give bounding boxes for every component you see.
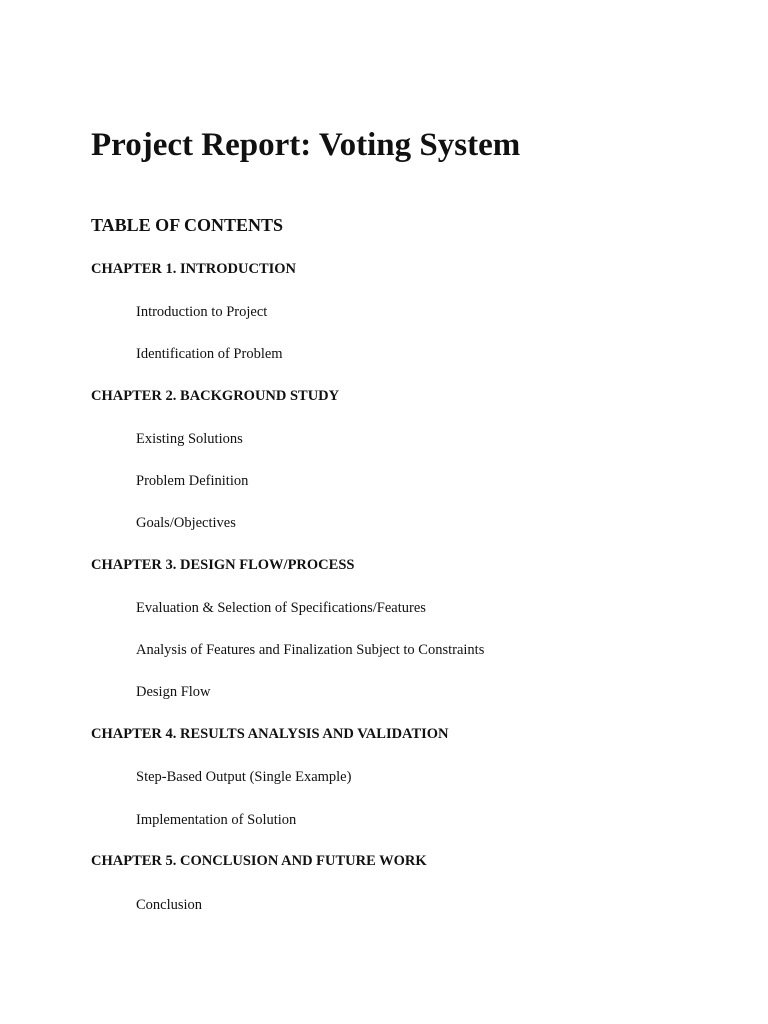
toc-section-conclusion: Conclusion (136, 897, 203, 913)
toc-section-goals-objectives: Goals/Objectives (136, 515, 236, 531)
toc-section-step-based-output: Step-Based Output (Single Example) (136, 769, 352, 785)
toc-section-implementation-of-solution: Implementation of Solution (136, 812, 297, 828)
toc-section-existing-solutions: Existing Solutions (136, 431, 243, 447)
toc-section-analysis-of-features: Analysis of Features and Finalization Subject to Constraints (136, 642, 485, 658)
toc-chapter-4: CHAPTER 4. RESULTS ANALYSIS AND VALIDATION (91, 726, 449, 742)
document-title: Project Report: Voting System (91, 127, 521, 163)
toc-chapter-1: CHAPTER 1. INTRODUCTION (91, 261, 297, 277)
toc-section-identification-of-problem: Identification of Problem (136, 346, 283, 362)
toc-chapter-2: CHAPTER 2. BACKGROUND STUDY (91, 388, 340, 404)
toc-chapter-5: CHAPTER 5. CONCLUSION AND FUTURE WORK (91, 853, 427, 869)
toc-section-problem-definition: Problem Definition (136, 473, 249, 489)
toc-section-introduction-to-project: Introduction to Project (136, 304, 268, 320)
toc-section-evaluation-selection: Evaluation & Selection of Specifications/Features (136, 600, 426, 616)
toc-heading: TABLE OF CONTENTS (91, 215, 284, 235)
toc-chapter-3: CHAPTER 3. DESIGN FLOW/PROCESS (91, 557, 355, 573)
toc-section-design-flow: Design Flow (136, 684, 211, 700)
